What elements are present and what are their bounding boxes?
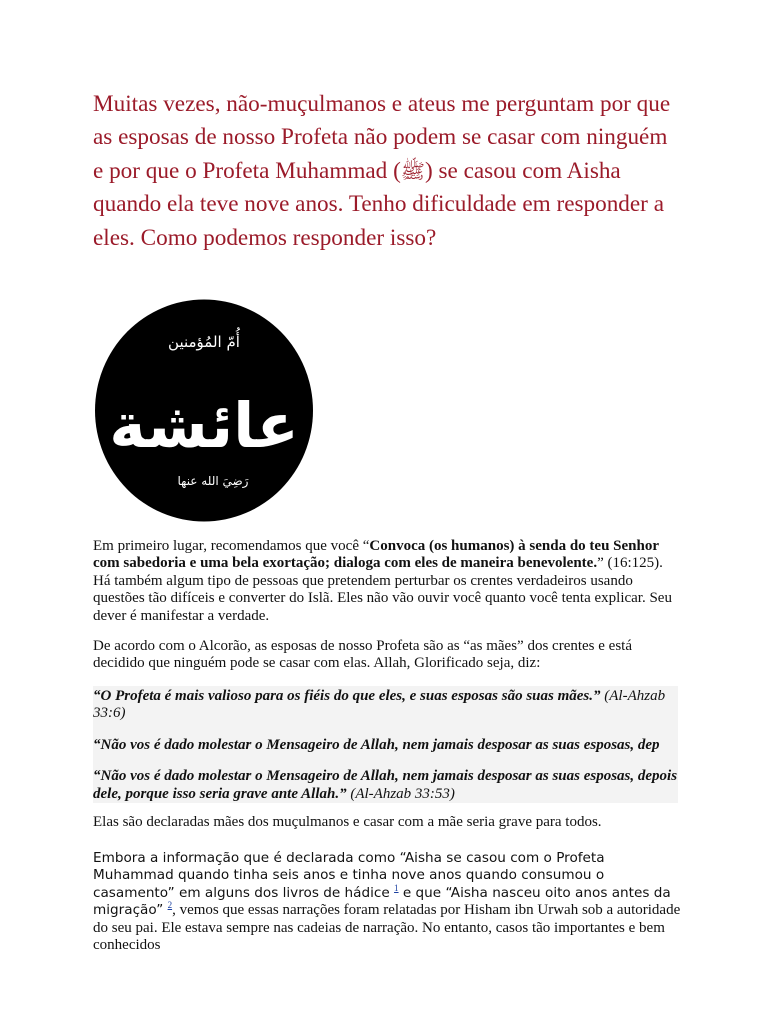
p4-text-2: e que “Aisha nasceu oito anos antes da migração” [93, 884, 671, 919]
footnote-link-2[interactable]: 2 [167, 900, 173, 911]
heading-text-2: ) se casou com Aisha quando ela teve nove anos. Tenho dificuldade em responder a eles. Como podemos responder isso? [93, 157, 664, 251]
paragraph-hadith-narrations [93, 850, 683, 954]
quote-ahzab-33-6 [93, 686, 678, 723]
p2-text: De acordo com o Alcorão, as esposas de nosso Profeta são as “as mães” dos crentes e está decidido que ninguém pode se casar com elas. Allah, Glorificado seja, diz: [93, 638, 632, 672]
paragraph-declared-mothers [93, 814, 683, 831]
p1-quran-quote: Convoca (os humanos) à senda do teu Senhor com sabedoria e uma bela exortação; dialoga com eles de maneira benevolente. [93, 538, 659, 572]
question-heading [93, 88, 683, 255]
emblem-bottom-text: رَضِيَ الله عنها [177, 474, 249, 488]
quote-2-text: “Não vos é dado molestar o Mensageiro de Allah, nem jamais desposar as suas esposas, dep [93, 736, 660, 753]
quote-3-reference: (Al-Ahzab 33:53) [346, 785, 455, 802]
paragraph-first-advice [93, 538, 683, 625]
emblem-name-text: عائشة [109, 389, 299, 462]
quote-ahzab-33-53 [93, 768, 678, 803]
quote-truncated [93, 737, 678, 754]
quote-1-reference: (Al-Ahzab 33:6) [93, 688, 666, 722]
heading-text-1: Muitas vezes, não-muçulmanos e ateus me perguntam por que as esposas de nosso Profeta não podem se casar com ninguém e por que o Profeta Muhammad ( [93, 91, 671, 184]
paragraph-mothers-of-believers [93, 638, 683, 673]
p1-lead: Em primeiro lugar, recomendamos que você “ [93, 538, 370, 554]
quote-3-text: “Não vos é dado molestar o Mensageiro de Allah, nem jamais desposar as suas esposas, depois dele, porque isso seria grave ante Allah.” [93, 768, 678, 802]
emblem-top-text: أُمّ المُؤمنين [168, 333, 240, 351]
quran-quotes-block [93, 686, 678, 803]
quote-1-text: “O Profeta é mais valioso para os fiéis do que eles, e suas esposas são suas mães.” [93, 688, 601, 704]
p1-rest: ” (16:125). Há também algum tipo de pessoas que pretendem perturbar os crentes verdadeiros usando questões tão difíceis e converter do Islã. Eles não vão ouvir você quanto você tenta explicar. Seu dever é manifestar a verdade. [93, 555, 672, 624]
p4-text-3: , vemos que essas narrações foram relatadas por Hisham ibn Urwah sob a autoridade do seu pai. Ele estava sempre nas cadeias de narração. No entanto, casos tão importantes e bem conhecidos [93, 902, 681, 954]
p4-text-1: Embora a informação que é declarada como “Aisha se casou com o Profeta Muhammad quando tinha seis anos e tinha nove anos quando consumou o casamento” em alguns dos livros de hádice [93, 850, 605, 901]
peace-be-upon-him-glyph: ﷺ [400, 158, 425, 183]
aisha-calligraphy-emblem [93, 297, 315, 524]
footnote-link-1[interactable]: 1 [394, 882, 399, 893]
p3-text: Elas são declaradas mães dos muçulmanos e casar com a mãe seria grave para todos. [93, 814, 602, 830]
